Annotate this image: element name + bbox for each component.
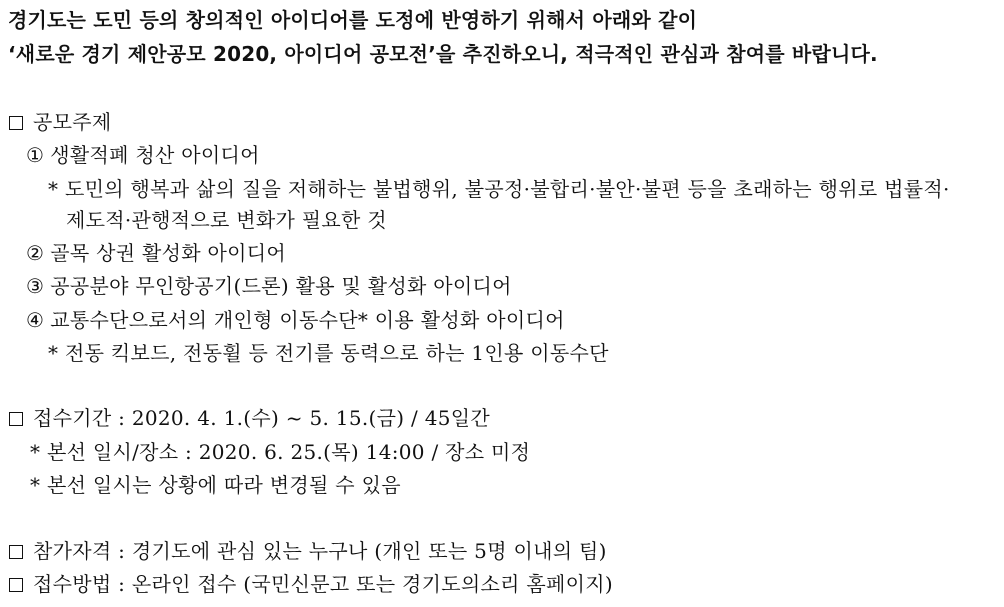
theme-item-4-label: 교통수단으로서의 개인형 이동수단* 이용 활성화 아이디어 xyxy=(50,308,565,332)
checkbox-square-icon xyxy=(9,412,23,426)
theme-item-4-note: * 전동 킥보드, 전동휠 등 전기를 동력으로 하는 1인용 이동수단 xyxy=(48,341,609,365)
checkbox-square-icon xyxy=(9,116,23,130)
intro-line-1: 경기도는 도민 등의 창의적인 아이디어를 도정에 반영하기 위해서 아래와 같이 xyxy=(8,8,698,32)
theme-item-3 xyxy=(26,276,512,296)
theme-item-2-label: 골목 상권 활성화 아이디어 xyxy=(50,241,287,265)
circled-number-4: ④ xyxy=(26,308,45,332)
theme-item-1-note-line-2: 제도적·관행적으로 변화가 필요한 것 xyxy=(66,208,387,232)
intro-line-2: ‘새로운 경기 제안공모 2020, 아이디어 공모전’을 추진하오니, 적극적인 관심과 참여를 바랍니다. xyxy=(8,42,878,66)
checkbox-square-icon xyxy=(9,545,23,559)
theme-item-1 xyxy=(26,145,260,165)
method-heading xyxy=(9,574,613,594)
theme-item-4 xyxy=(26,310,565,330)
theme-item-1-note-line-1: * 도민의 행복과 삶의 질을 저해하는 불법행위, 불공정·불합리·불안·불편 등을 초래하는 행위로 법률적· xyxy=(48,177,950,201)
eligibility-heading-label: 참가자격 : 경기도에 관심 있는 누구나 (개인 또는 5명 이내의 팀) xyxy=(33,539,607,563)
circled-number-1: ① xyxy=(26,143,45,167)
circled-number-3: ③ xyxy=(26,274,45,298)
period-note-1: * 본선 일시/장소 : 2020. 6. 25.(목) 14:00 / 장소 미정 xyxy=(30,440,531,464)
period-heading xyxy=(9,408,490,428)
theme-item-1-label: 생활적폐 청산 아이디어 xyxy=(50,143,260,167)
checkbox-square-icon xyxy=(9,578,23,592)
period-note-2: * 본선 일시는 상황에 따라 변경될 수 있음 xyxy=(30,473,401,497)
method-heading-label: 접수방법 : 온라인 접수 (국민신문고 또는 경기도의소리 홈페이지) xyxy=(33,572,613,596)
theme-item-3-label: 공공분야 무인항공기(드론) 활용 및 활성화 아이디어 xyxy=(50,274,512,298)
eligibility-heading xyxy=(9,541,607,561)
circled-number-2: ② xyxy=(26,241,45,265)
period-heading-label: 접수기간 : 2020. 4. 1.(수) ~ 5. 15.(금) / 45일간 xyxy=(33,406,490,430)
theme-heading-label: 공모주제 xyxy=(33,110,112,134)
theme-item-2 xyxy=(26,243,286,263)
theme-heading xyxy=(9,112,111,132)
